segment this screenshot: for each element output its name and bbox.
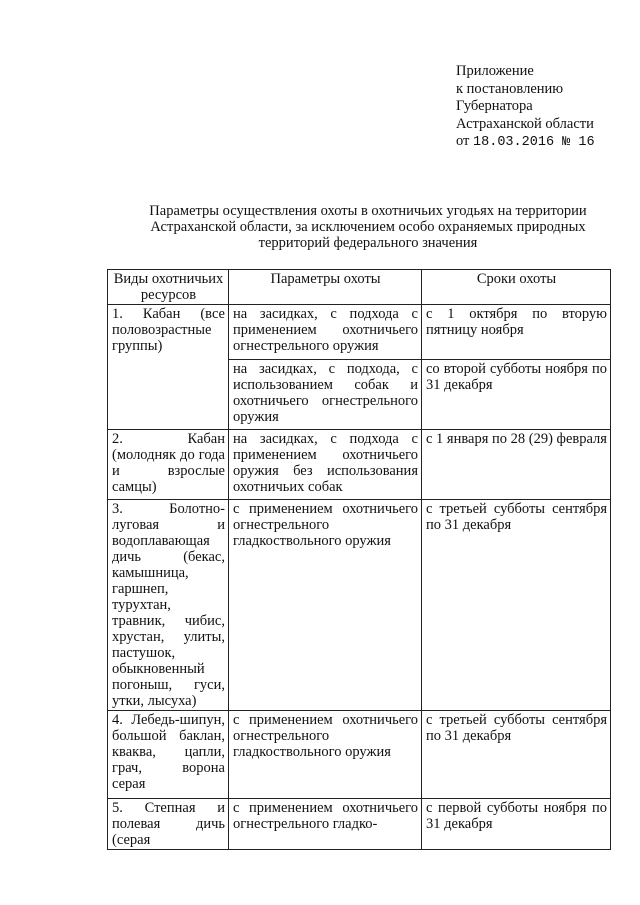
header-params: Параметры охоты — [229, 270, 422, 305]
params-cell: с применением охотничьего огнестрельного гладко- — [229, 799, 422, 850]
species-cell: 2. Кабан (молодняк до года и взрослые самцы) — [108, 430, 229, 500]
document-title: Параметры осуществления охоты в охотничьих угодьях на территории Астраханской области, за исключением особо охраняемых природных территорий федерального значения — [149, 203, 587, 251]
appendix-header — [456, 63, 595, 152]
params-cell: с применением охотничьего огнестрельного гладкоствольного оружия — [229, 500, 422, 711]
table-row — [108, 430, 611, 500]
species-cell: 4. Лебедь-шипун, большой баклан, кваква, цапли, грач, ворона серая — [108, 711, 229, 799]
species-cell: 5. Степная и полевая дичь (серая — [108, 799, 229, 850]
species-cell: 1. Кабан (все половозрастные группы) — [108, 305, 229, 430]
header-species: Виды охотничьих ресурсов — [108, 270, 229, 305]
period-cell: с 1 января по 28 (29) февраля — [422, 430, 611, 500]
appendix-date-prefix: от — [456, 133, 470, 149]
params-cell: на засидках, с подхода, с использованием собак и охотничьего огнестрельного оружия — [229, 360, 422, 430]
period-cell: со второй субботы ноября по 31 декабря — [422, 360, 611, 430]
appendix-line: Губернатора — [456, 98, 533, 114]
params-cell: на засидках, с подхода с применением охотничьего огнестрельного оружия — [229, 305, 422, 360]
table-row — [108, 711, 611, 799]
table-row — [108, 500, 611, 711]
table-header-row — [108, 270, 611, 305]
appendix-line: Астраханской области — [456, 115, 594, 132]
period-cell: с третьей субботы сентября по 31 декабря — [422, 500, 611, 711]
appendix-date-number: 18.03.2016 № 16 — [473, 135, 595, 150]
params-cell: с применением охотничьего огнестрельного гладкоствольного оружия — [229, 711, 422, 799]
species-cell: 3. Болотно-луговая и водоплавающая дичь (бекас, камышница, гаршнеп, турухтан, травник, чибис, хрустан, улиты, пастушок, обыкновенный погоныш, гуси, утки, лысуха) — [108, 500, 229, 711]
period-cell: с первой субботы ноября по 31 декабря — [422, 799, 611, 850]
period-cell: с третьей субботы сентября по 31 декабря — [422, 711, 611, 799]
header-period: Сроки охоты — [422, 270, 611, 305]
table-row — [108, 305, 611, 360]
appendix-line: к постановлению — [456, 80, 564, 97]
period-cell: с 1 октября по вторую пятницу ноября — [422, 305, 611, 360]
appendix-line: Приложение — [456, 63, 534, 79]
table-row — [108, 799, 611, 850]
appendix-date-line — [456, 133, 595, 152]
hunting-parameters-table — [107, 269, 611, 850]
params-cell: на засидках, с подхода с применением охотничьего оружия без использования охотничьих собак — [229, 430, 422, 500]
